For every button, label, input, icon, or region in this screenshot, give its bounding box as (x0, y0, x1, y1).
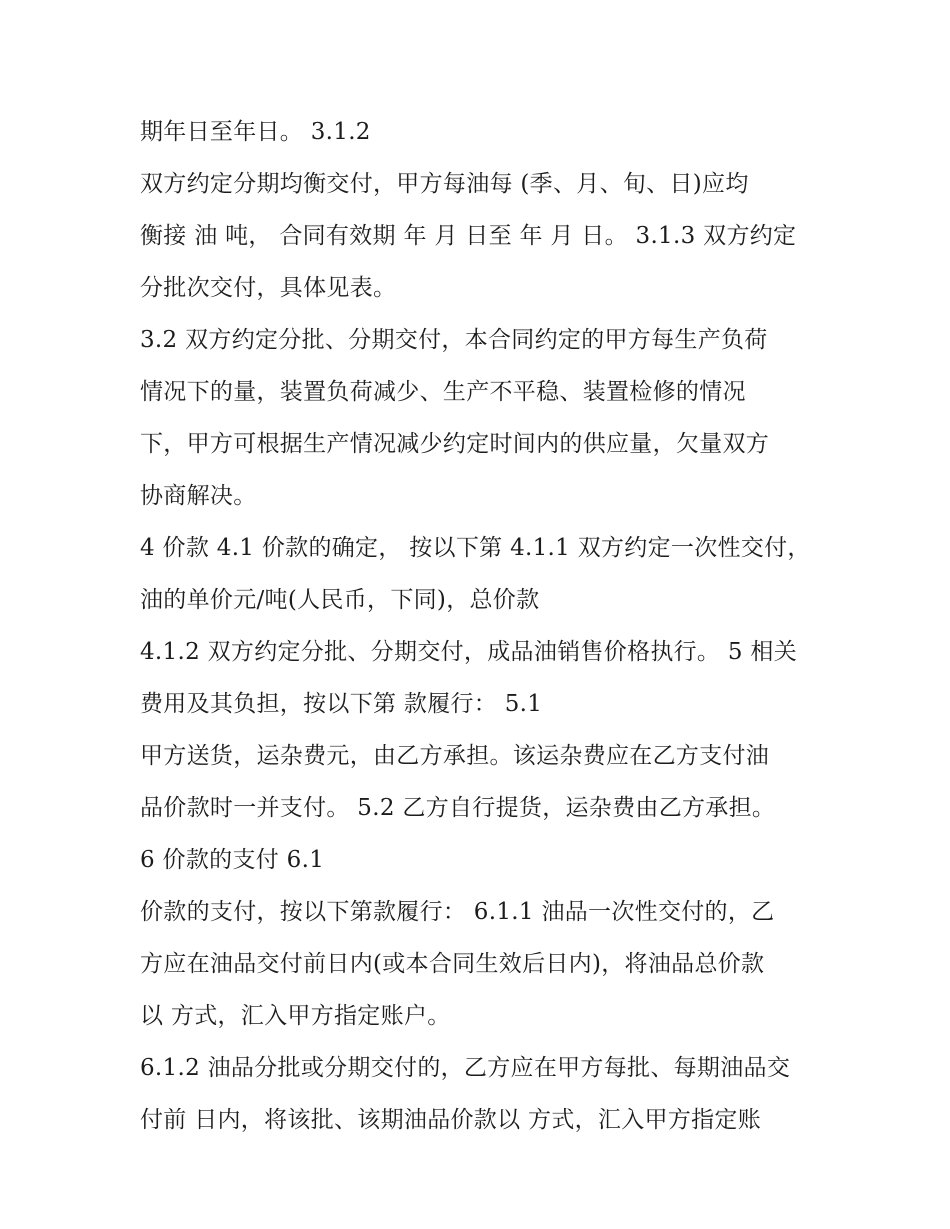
text-line: 付前 日内，将该批、该期油品价款以 方式，汇入甲方指定账 (140, 1107, 762, 1133)
text-line: 情况下的量，装置负荷减少、生产不平稳、装置检修的情况 (140, 379, 746, 405)
text-line: 4.1.2 双方约定分批、分期交付，成品油销售价格执行。 5 相关 (140, 639, 797, 665)
text-line: 油的单价元/吨(人民币，下同)，总价款 (140, 587, 540, 613)
text-line: 期年日至年日。 3.1.2 (140, 119, 371, 145)
text-line: 协商解决。 (140, 483, 257, 509)
text-line: 6.1.2 油品分批或分期交付的，乙方应在甲方每批、每期油品交 (140, 1055, 791, 1081)
text-line: 费用及其负担，按以下第 款履行： 5.1 (140, 691, 543, 717)
text-line: 双方约定分期均衡交付，甲方每油每 (季、月、旬、日)应均 (140, 171, 749, 197)
text-line: 分批次交付，具体见表。 (140, 275, 397, 301)
text-line: 3.2 双方约定分批、分期交付，本合同约定的甲方每生产负荷 (140, 327, 768, 353)
text-line: 衡接 油 吨， 合同有效期 年 月 日至 年 月 日。 3.1.3 双方约定 (140, 223, 797, 249)
text-line: 价款的支付，按以下第款履行： 6.1.1 油品一次性交付的，乙 (140, 899, 775, 925)
text-line: 甲方送货，运杂费元，由乙方承担。该运杂费应在乙方支付油 (140, 743, 770, 769)
text-line: 下，甲方可根据生产情况减少约定时间内的供应量，欠量双方 (140, 431, 770, 457)
text-line: 4 价款 4.1 价款的确定， 按以下第 4.1.1 双方约定一次性交付， (140, 535, 811, 561)
text-line: 方应在油品交付前日内(或本合同生效后日内)，将油品总价款 (140, 951, 765, 977)
document-body (140, 106, 820, 1146)
text-line: 6 价款的支付 6.1 (140, 847, 325, 873)
text-line: 以 方式，汇入甲方指定账户。 (140, 1003, 451, 1029)
text-line: 品价款时一并支付。 5.2 乙方自行提货，运杂费由乙方承担。 (140, 795, 776, 821)
